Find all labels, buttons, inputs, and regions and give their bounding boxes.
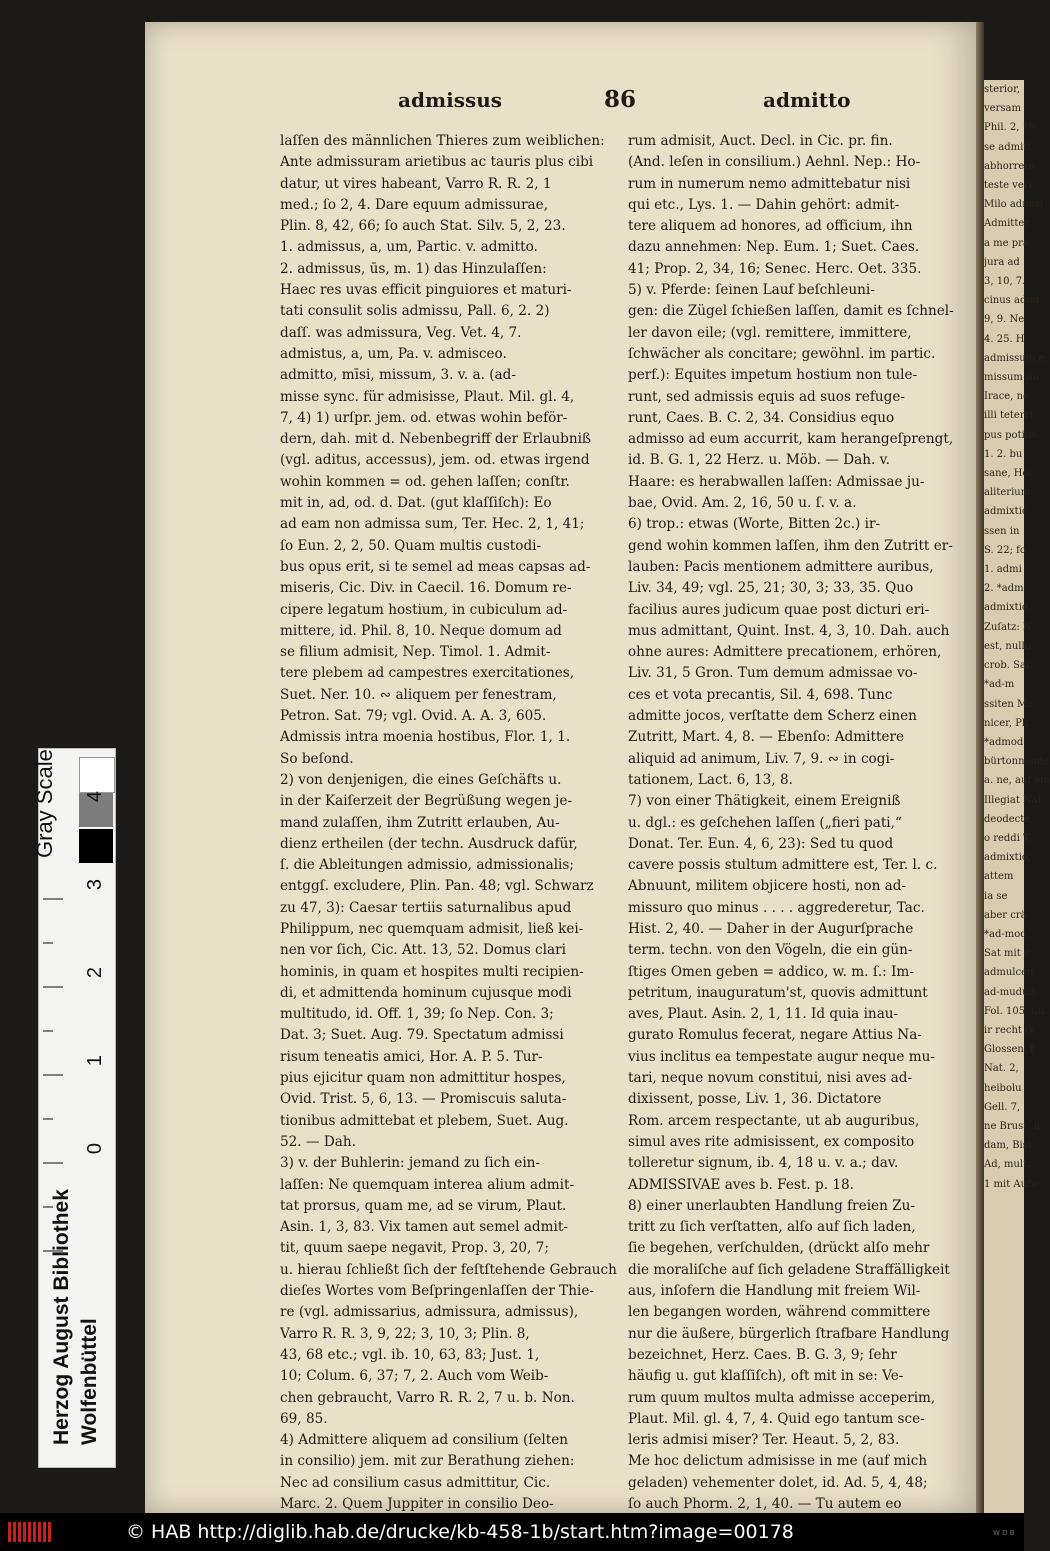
adjacent-page-fragment: crob. Sat. (984, 660, 1034, 672)
right-column-line: perf.): Equites impetum hostium non tule- (628, 367, 918, 384)
right-column-line: 8) einer unerlaubten Handlung freien Zu- (628, 1197, 915, 1214)
left-column-line: chen gebraucht, Varro R. R. 2, 7 u. b. Non. (280, 1389, 575, 1406)
adjacent-page-fragment: ad-mudun (984, 986, 1035, 998)
left-column-line: risum teneatis amici, Hor. A. P. 5. Tur- (280, 1048, 543, 1065)
adjacent-page-fragment: ssiten Mo (984, 698, 1034, 710)
right-column-line: tritt zu ſich verſtatten, alſo auf ſich laden, (628, 1219, 916, 1236)
right-column-line: lauben: Pacis mentionem admittere auribus, (628, 558, 934, 575)
adjacent-page-fragment: dam, Bist (984, 1140, 1032, 1152)
adjacent-page-fragment: Admitter (984, 218, 1030, 230)
right-column-line: ler davon eile; (vgl. remittere, immittere, (628, 324, 912, 341)
left-column-line: 10; Colum. 6, 37; 7, 2. Auch vom Weib- (280, 1368, 549, 1385)
left-column-line: Ante admissuram arietibus ac tauris plus cibi (280, 154, 594, 171)
left-column-line: misse sync. für admisisse, Plaut. Mil. gl. 4, (280, 388, 575, 405)
adjacent-page-fragment: *ad-mod (984, 928, 1027, 940)
gray-patch-white (79, 757, 115, 793)
right-column-line: id. B. G. 1, 22 Herz. u. Möb. — Dah. v. (628, 452, 890, 469)
adjacent-page-fragment: 9, 9. Ne (984, 314, 1025, 326)
right-column-line: dazu annehmen: Nep. Eum. 1; Suet. Caes. (628, 239, 920, 256)
adjacent-page-fragment: ia se (984, 890, 1008, 902)
page-number: 86 (604, 86, 637, 113)
right-column-line: mus admittant, Quint. Inst. 4, 3, 10. Dah. auch (628, 622, 950, 639)
right-column-line: 7) von einer Thätigkeit, einem Ereigniß (628, 793, 901, 810)
left-column-line: mand zulaſſen, ihm Zutritt erlauben, Au- (280, 814, 560, 831)
adjacent-page-fragment: Irace, ne (984, 391, 1029, 403)
left-column-line: tat prorsus, quam me, ad se virum, Plaut. (280, 1197, 567, 1214)
left-column-line: se filium admisit, Nep. Timol. 1. Admit- (280, 644, 551, 661)
right-column-line: nur die äußere, bürgerlich ſtrafbare Handlung (628, 1325, 950, 1342)
adjacent-page-fragment: aber crä (984, 909, 1027, 921)
left-column-line: Asin. 1, 3, 83. Vix tamen aut semel admit- (280, 1219, 568, 1236)
right-column-line: aus, inſofern die Handlung mit freiem Wil- (628, 1283, 921, 1300)
adjacent-page-fragment: admixtio, (984, 602, 1032, 614)
adjacent-page-fragment: Zuſatz: N (984, 621, 1032, 633)
page-gutter (976, 22, 984, 1513)
left-column-line: pius ejicitur quam non admittitur hospes, (280, 1070, 566, 1087)
left-column-line: 69, 85. (280, 1410, 328, 1427)
adjacent-page-fragment: nicer, Pli (984, 717, 1029, 729)
right-column-line: facilius aures judicum quae post dicturi eri- (628, 601, 930, 618)
adjacent-page-fragment: cinus admi (984, 295, 1040, 307)
adjacent-page-fragment: jura ad (984, 256, 1020, 268)
left-column-line: wohin kommen = od. gehen laſſen; conſtr. (280, 473, 570, 490)
adjacent-page-fragment: ne Brust, u (984, 1120, 1041, 1132)
right-column-line: Donat. Ter. Eun. 4, 6, 23): Sed tu quod (628, 835, 894, 852)
adjacent-page-fragment: Gell. 7, (984, 1101, 1021, 1113)
left-column-line: dern, dah. mit d. Nebenbegriff der Erlaubniß (280, 431, 592, 448)
adjacent-page-fragment: missum du (984, 372, 1039, 384)
right-column-line: tere aliquem ad honores, ad officium, ihn (628, 218, 913, 235)
left-column-line: admitto, mīsi, missum, 3. v. a. (ad- (280, 367, 516, 384)
right-column-line: tolleretur signum, ib. 4, 18 u. v. a.; dav. (628, 1155, 899, 1172)
adjacent-page-fragment: S. 22; fo (984, 544, 1026, 556)
text-column-left (280, 131, 616, 1515)
left-column-line: re (vgl. admissarius, admissura, admissus), (280, 1304, 579, 1321)
scale-tick-0: 0 (84, 1142, 107, 1155)
adjacent-page-fragment: 1 mit Aufw (984, 1178, 1040, 1190)
adjacent-page-fragment: est, nullo (984, 640, 1031, 652)
left-column-line: entggſ. excludere, Plin. Pan. 48; vgl. Schwarz (280, 878, 594, 895)
left-column-line: admistus, a, um, Pa. v. admisceo. (280, 345, 507, 362)
scale-tick-4: 4 (84, 790, 107, 803)
running-head-right: admitto (763, 88, 851, 112)
left-column-line: laſſen des männlichen Thieres zum weiblichen: (280, 133, 605, 149)
right-column-line: Hist. 2, 40. — Daher in der Augurſprache (628, 920, 914, 937)
right-column-line: len begangen worden, während committere (628, 1304, 931, 1321)
adjacent-page-fragment: 1. admi (984, 564, 1022, 576)
adjacent-page-fragment: 4. 25. H (984, 333, 1025, 345)
right-column-line: ſchwächer als concitare; gewöhnl. im partic. (628, 345, 936, 362)
gray-scale-label: Gray Scale (32, 749, 57, 858)
adjacent-page-fragment: a. ne, auf ein (984, 775, 1050, 787)
right-column-line: rum admisit, Auct. Decl. in Cic. pr. fin. (628, 133, 893, 149)
left-column-line: 7, 4) 1) urſpr. jem. od. etwas wohin beför- (280, 409, 568, 426)
adjacent-page-fragment: deodecte, (984, 813, 1034, 825)
footer-url[interactable]: © HAB http://diglib.hab.de/drucke/kb-458-1b/start.htm?image=00178 (126, 1521, 794, 1543)
right-column-line: ſie begehen, verſchulden, (drückt alſo mehr (628, 1240, 930, 1257)
left-column-line: med.; ſo 2, 4. Dare equum admissurae, (280, 196, 549, 213)
right-column-line: Me hoc delictum admisisse in me (auf mich (628, 1453, 928, 1470)
right-column-line: gend wohin kommen laſſen, ihm den Zutritt er- (628, 537, 953, 554)
right-column-line: ſtiges Omen geben = addico, w. m. ſ.: Im- (628, 963, 914, 980)
right-column-line: runt, sed admissis equis ad suos refuge- (628, 388, 905, 405)
left-column-line: miseris, Cic. Div. in Caecil. 16. Domum re- (280, 580, 572, 597)
right-column-line: Liv. 34, 49; vgl. 25, 21; 30, 3; 33, 35. Quo (628, 580, 914, 597)
left-column-line: ſo Eun. 2, 2, 50. Quam multis custodi- (280, 537, 542, 554)
right-column-line: term. techn. von den Vögeln, die ein gün- (628, 942, 913, 959)
viewer-footer (0, 1513, 1024, 1551)
adjacent-page-fragment: Ad, mult. (984, 1159, 1031, 1171)
adjacent-page-fragment: ssen in (984, 525, 1020, 537)
adjacent-page-fragment: sterior, (984, 84, 1020, 95)
right-column-line: gen: die Zügel ſchießen laſſen, damit es ſchnel- (628, 303, 954, 320)
right-column-line: ces et vota precantis, Sil. 4, 698. Tunc (628, 686, 893, 703)
left-column-line: ad eam non admissa sum, Ter. Hec. 2, 1, 41; (280, 516, 585, 533)
left-column-line: 1. admissus, a, um, Partic. v. admitto. (280, 239, 538, 256)
adjacent-page-fragment: sane, Hor (984, 468, 1034, 480)
right-column-line: aliquid ad animum, Liv. 7, 9. ∾ in cogi- (628, 750, 895, 767)
right-column-line: simul aves rite admisissent, ex composito (628, 1133, 915, 1150)
library-name: Herzog August Bibliothek (50, 1189, 73, 1445)
text-column-right (628, 131, 964, 1515)
left-column-line: Dat. 3; Suet. Aug. 79. Spectatum admissi (280, 1027, 564, 1044)
adjacent-page-fragment: a me pra (984, 237, 1029, 249)
adjacent-page-edge (980, 80, 1050, 1513)
footer-mark: W D B (993, 1529, 1015, 1537)
left-column-line: in consilio) jem. mit zur Berathung ziehen: (280, 1453, 575, 1470)
right-column-line: Zutritt, Mart. 4, 8. — Ebenſo: Admittere (628, 729, 905, 746)
left-column-line: ſ. die Ableitungen admissio, admissionalis; (280, 857, 574, 874)
right-column-line: admisso ad eum accurrit, kam herangeſprengt, (628, 431, 954, 448)
left-column-line: tionibus admittebat et plebem, Suet. Aug. (280, 1112, 569, 1129)
left-column-line: dieſes Wortes vom Beſpringenlaſſen der Thie- (280, 1283, 594, 1300)
scale-tick-2: 2 (84, 966, 107, 979)
right-column-line: 41; Prop. 2, 34, 16; Senec. Herc. Oet. 335. (628, 260, 922, 277)
left-column-line: Haec res uvas efficit pinguiores et maturi- (280, 282, 572, 299)
right-column-line: missuro quo minus . . . . aggrederetur, Tac. (628, 899, 925, 916)
right-column-line: ADMISSIVAE aves b. Fest. p. 18. (628, 1176, 854, 1193)
adjacent-page-fragment: bürtonnende (984, 756, 1050, 768)
adjacent-page-fragment: *ad-m (984, 679, 1015, 691)
left-column-line: datur, ut vires habeant, Varro R. R. 2, 1 (280, 175, 552, 192)
adjacent-page-fragment: Illegiat Nat (984, 794, 1042, 806)
right-column-line: 5) v. Pferde: ſeinen Lauf beſchleuni- (628, 282, 875, 299)
adjacent-page-fragment: o reddi T (984, 832, 1030, 844)
gray-patch-black (79, 829, 113, 863)
right-column-line: u. dgl.: es geſchehen laſſen („fieri pati,“ (628, 814, 902, 831)
left-column-line: 43, 68 etc.; vgl. ib. 10, 63, 83; Just. 1, (280, 1346, 540, 1363)
left-column-line: Philippum, nec quemquam admisit, ließ kei- (280, 920, 584, 937)
left-column-line: Ovid. Trist. 5, 6, 13. — Promiscuis saluta- (280, 1091, 567, 1108)
adjacent-page-fragment: Glossen, f (984, 1044, 1034, 1056)
left-column-line: So beſond. (280, 750, 354, 767)
right-column-line: rum in numerum nemo admittebatur nisi (628, 175, 911, 192)
right-column-line: Liv. 31, 5 Gron. Tum demum admissae vo- (628, 665, 918, 682)
right-column-line: leris admisi miser? Ter. Heaut. 5, 2, 83. (628, 1432, 900, 1449)
left-column-line: laſſen: Ne quemquam interea alium admit- (280, 1176, 575, 1193)
left-column-line: Admissis intra moenia hostibus, Flor. 1, 1. (280, 729, 571, 746)
left-column-line: (vgl. aditus, accessus), jem. od. etwas irgend (280, 452, 590, 469)
left-column-line: daſſ. was admissura, Veg. Vet. 4, 7. (280, 324, 522, 341)
left-column-line: 2) von denjenigen, die eines Geſchäfts u. (280, 771, 562, 788)
library-location: Wolfenbüttel (78, 1318, 101, 1445)
left-column-line: tati consulit solis admissu, Pall. 6, 2. 2) (280, 303, 550, 320)
left-column-line: dienz ertheilen (der techn. Ausdruck dafür, (280, 835, 578, 852)
right-column-line: bezeichnet, Herz. Caes. B. G. 3, 9; ſehr (628, 1346, 897, 1363)
right-column-line: häufig u. gut klaſſiſch), oft mit in se: Ve- (628, 1368, 904, 1385)
adjacent-page-fragment: Fol. 105, nu (984, 1005, 1045, 1017)
left-column-line: multitudo, id. Off. 1, 39; ſo Nep. Con. 3; (280, 1006, 554, 1023)
adjacent-page-fragment: admixtio, (984, 852, 1032, 864)
adjacent-page-fragment: aliterium (984, 487, 1031, 499)
adjacent-page-fragment: Sat mit e (984, 948, 1030, 960)
adjacent-page-fragment: se admitt. (984, 141, 1035, 153)
left-column-line: Marc. 2. Quem Juppiter in consilio Deo- (280, 1496, 554, 1512)
adjacent-page-fragment: ir recht (v. (984, 1024, 1037, 1036)
hab-logo-icon[interactable] (8, 1522, 52, 1542)
left-column-line: u. hierau ſchließt ſich der feſtſtehende Gebrauch (280, 1261, 617, 1278)
adjacent-page-fragment: pus potius (984, 429, 1037, 441)
right-column-line: petritum, inauguratum'st, quovis admittunt (628, 984, 928, 1001)
adjacent-page-fragment: 1. 2. bu (984, 448, 1023, 460)
right-column-line: Plaut. Mil. gl. 4, 7, 4. Quid ego tantum sce- (628, 1410, 925, 1427)
adjacent-page-fragment: Milo admisi (984, 199, 1044, 211)
left-column-line: mit in, ad, od. d. Dat. (gut klaſſiſch): Eo (280, 495, 552, 512)
right-column-line: qui etc., Lys. 1. — Dahin gehört: admit- (628, 196, 900, 213)
right-column-line: ohne aures: Admittere precationem, erhören, (628, 644, 942, 661)
right-column-line: runt, Caes. B. C. 2, 34. Considius equo (628, 409, 895, 426)
left-column-line: 2. admissus, ūs, m. 1) das Hinzulaſſen: (280, 260, 547, 277)
right-column-line: vius inclitus ea tempestate augur neque mu- (628, 1048, 935, 1065)
scale-tick-1: 1 (84, 1054, 107, 1067)
right-column-line: tationem, Lact. 6, 13, 8. (628, 771, 793, 788)
left-column-line: in der Kaiſerzeit der Begrüßung wegen je- (280, 793, 573, 810)
right-column-line: cavere possis stultum admittere est, Ter. l. c. (628, 857, 938, 874)
left-column-line: Nec ad consilium casus admittitur, Cic. (280, 1474, 551, 1491)
left-column-line: bus opus erit, si te semel ad meas capsas ad- (280, 558, 591, 575)
scale-tick-3: 3 (84, 878, 107, 891)
left-column-line: cipere legatum hostium, in cubiculum ad- (280, 601, 568, 618)
left-column-line: Suet. Ner. 10. ∾ aliquem per fenestram, (280, 686, 557, 703)
right-column-line: (And. leſen in consilium.) Aehnl. Nep.: Ho- (628, 154, 921, 171)
left-column-line: di, et admittenda hominum cujusque modi (280, 984, 572, 1001)
right-column-line: aves, Plaut. Asin. 2, 1, 11. Id quia inau- (628, 1006, 899, 1023)
adjacent-page-fragment: Nat. 2, (984, 1063, 1019, 1075)
right-column-line: dixissent, posse, Liv. 1, 36. Dictatore (628, 1091, 882, 1108)
right-column-line: Rom. arcem respectante, ut ab auguribus, (628, 1112, 920, 1129)
left-column-line: 52. — Dah. (280, 1133, 356, 1150)
right-column-line: rum quum multos multa admisse acceperim, (628, 1389, 936, 1406)
left-column-line: Petron. Sat. 79; vgl. Ovid. A. A. 3, 605. (280, 708, 547, 725)
adjacent-page-fragment: 2. *adm (984, 583, 1024, 595)
adjacent-page-fragment: illi teterri (984, 410, 1033, 422)
right-column-line: admitte jocos, verſtatte dem Scherz einen (628, 708, 917, 725)
adjacent-page-fragment: abhorrere (984, 160, 1036, 172)
adjacent-page-fragment: admixtic (984, 506, 1028, 518)
left-column-line: 4) Admittere aliquem ad consilium (ſelten (280, 1432, 569, 1449)
right-column-line: geladen) vehementer dolet, id. Ad. 5, 4, 48; (628, 1474, 928, 1491)
adjacent-page-fragment: heibolu (984, 1082, 1022, 1094)
running-head-left: admissus (398, 88, 503, 112)
adjacent-page-fragment: *admod (984, 736, 1024, 748)
left-column-line: hominis, in quam et hospites multi recipien- (280, 963, 584, 980)
left-column-line: tere plebem ad campestres exercitationes, (280, 665, 575, 682)
left-column-line: zu 47, 3): Caesar tertiis saturnalibus apud (280, 899, 572, 916)
adjacent-page-fragment: 3, 10, 7. (984, 276, 1026, 288)
left-column-line: Varro R. R. 3, 9, 22; 3, 10, 3; Plin. 8, (280, 1325, 530, 1342)
left-column-line: nen vor ſich, Cic. Att. 13, 52. Domus clari (280, 942, 566, 959)
adjacent-page-fragment: Phil. 2, 19 (984, 122, 1036, 134)
left-column-line: 3) v. der Buhlerin: jemand zu ſich ein- (280, 1155, 541, 1172)
adjacent-page-fragment: teste verr (984, 180, 1034, 192)
right-column-line: 6) trop.: etwas (Worte, Bitten 2c.) ir- (628, 516, 881, 533)
adjacent-page-fragment: admissum e (984, 352, 1045, 364)
left-column-line: Plin. 8, 42, 66; ſo auch Stat. Silv. 5, 2, 23. (280, 218, 566, 235)
right-column-line: tari, neque novum constitui, nisi aves ad- (628, 1070, 913, 1087)
right-column-line: die moraliſche auf ſich geladene Straffälligkeit (628, 1261, 950, 1278)
adjacent-page-fragment: attem (984, 871, 1014, 883)
right-column-line: bae, Ovid. Am. 2, 16, 50 u. ſ. v. a. (628, 495, 857, 512)
adjacent-page-fragment: versam (984, 103, 1021, 115)
right-column-line: Haare: es herabwallen laſſen: Admissae ju- (628, 473, 925, 490)
right-column-line: Abnuunt, militem objicere hosti, non ad- (628, 878, 907, 895)
left-column-line: tit, quum saepe negavit, Prop. 3, 20, 7; (280, 1240, 549, 1257)
left-column-line: mittere, id. Phil. 8, 10. Neque domum ad (280, 622, 562, 639)
right-column-line: gurato Romulus fecerat, negare Attius Na- (628, 1027, 922, 1044)
adjacent-page-fragment: admulcen (984, 967, 1034, 979)
right-column-line: ſo auch Phorm. 2, 1, 40. — Tu autem eo (628, 1496, 902, 1512)
